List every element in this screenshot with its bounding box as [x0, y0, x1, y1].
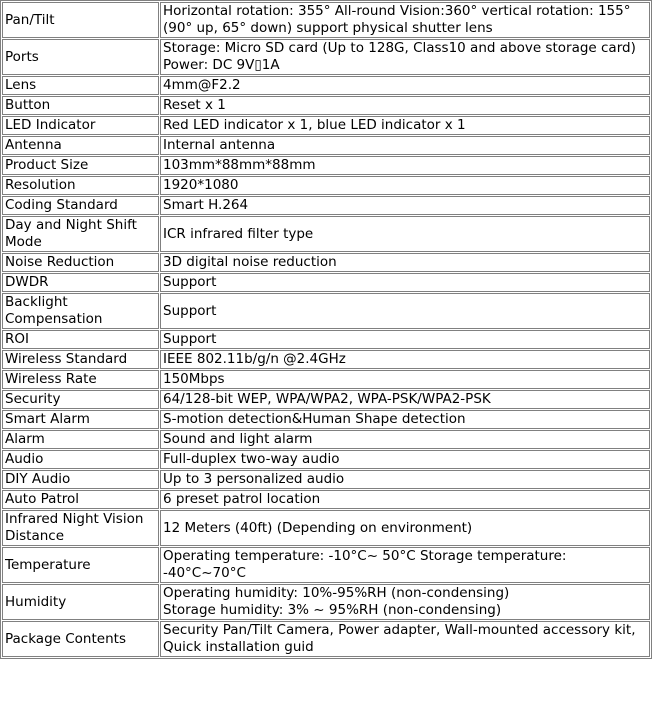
spec-value: [160, 410, 650, 429]
spec-value: [160, 96, 650, 115]
spec-label: Temperature: [2, 547, 159, 583]
spec-value-line: ICR infrared filter type: [163, 225, 314, 242]
table-row: [2, 156, 650, 175]
spec-value: [160, 76, 650, 95]
spec-value-line: Full-duplex two-way audio: [163, 451, 340, 467]
spec-value: [160, 470, 650, 489]
spec-label: Package Contents: [2, 621, 159, 657]
table-row: [2, 450, 650, 469]
spec-value-line: Smart H.264: [163, 197, 249, 213]
spec-value-line: 64/128-bit WEP, WPA/WPA2, WPA-PSK/WPA2-PSK: [163, 391, 491, 407]
spec-value-line: Operating temperature: -10°C~ 50°C Storage temperature: -40°C~70°C: [163, 548, 567, 581]
spec-label: Product Size: [2, 156, 159, 175]
spec-value: [160, 430, 650, 449]
spec-value-line: S-motion detection&Human Shape detection: [163, 411, 466, 427]
spec-label: Wireless Rate: [2, 370, 159, 389]
table-row: [2, 330, 650, 349]
spec-label: Infrared Night Vision Distance: [2, 510, 159, 546]
spec-label: Auto Patrol: [2, 490, 159, 509]
spec-value-line: 6 preset patrol location: [163, 491, 321, 507]
table-row: [2, 430, 650, 449]
table-row: [2, 39, 650, 75]
spec-value-line: 150Mbps: [163, 371, 225, 387]
table-row: [2, 76, 650, 95]
spec-value-line: Sound and light alarm: [163, 431, 313, 447]
spec-value: [160, 330, 650, 349]
spec-label: ROI: [2, 330, 159, 349]
spec-value: [160, 390, 650, 409]
spec-label: Wireless Standard: [2, 350, 159, 369]
spec-label: LED Indicator: [2, 116, 159, 135]
spec-label: Alarm: [2, 430, 159, 449]
spec-value: [160, 156, 650, 175]
table-row: [2, 410, 650, 429]
table-row: [2, 196, 650, 215]
spec-label: Noise Reduction: [2, 253, 159, 272]
spec-value: [160, 116, 650, 135]
table-row: [2, 136, 650, 155]
table-row: [2, 96, 650, 115]
spec-value-line: Storage humidity: 3% ~ 95%RH (non-condensing): [163, 602, 502, 618]
spec-value: [160, 584, 650, 620]
spec-value: [160, 2, 650, 38]
spec-value: [160, 370, 650, 389]
spec-label: Resolution: [2, 176, 159, 195]
spec-value-line: Internal antenna: [163, 137, 276, 153]
table-row: [2, 2, 650, 38]
spec-label: Antenna: [2, 136, 159, 155]
spec-value: [160, 490, 650, 509]
spec-value: [160, 293, 650, 329]
spec-label: DWDR: [2, 273, 159, 292]
spec-label: Button: [2, 96, 159, 115]
spec-value-line: Security Pan/Tilt Camera, Power adapter, Wall-mounted accessory kit, Quick installation guid: [163, 622, 636, 655]
spec-value: [160, 621, 650, 657]
spec-value-line: Power: DC 9V▯1A: [163, 57, 280, 73]
table-row: [2, 216, 650, 252]
spec-value: [160, 350, 650, 369]
spec-value-line: 103mm*88mm*88mm: [163, 157, 316, 173]
spec-label: Coding Standard: [2, 196, 159, 215]
table-row: [2, 621, 650, 657]
table-row: [2, 370, 650, 389]
spec-value: [160, 136, 650, 155]
spec-value: [160, 450, 650, 469]
spec-value-line: Support: [163, 331, 217, 347]
spec-value: [160, 273, 650, 292]
table-row: [2, 390, 650, 409]
spec-value: [160, 216, 650, 252]
table-row: [2, 584, 650, 620]
spec-value-line: Support: [163, 302, 217, 319]
spec-value: [160, 510, 650, 546]
table-row: [2, 490, 650, 509]
spec-label: Smart Alarm: [2, 410, 159, 429]
spec-value-line: Horizontal rotation: 355° All-round Vision:360° vertical rotation: 155° (90° up, 65° down) support physical shutter lens: [163, 3, 631, 36]
spec-label: Ports: [2, 39, 159, 75]
spec-value-line: IEEE 802.11b/g/n @2.4GHz: [163, 351, 346, 367]
spec-value-line: Support: [163, 274, 217, 290]
table-row: [2, 510, 650, 546]
spec-label: Day and Night Shift Mode: [2, 216, 159, 252]
table-row: [2, 116, 650, 135]
table-row: [2, 273, 650, 292]
spec-table-body: [2, 2, 650, 657]
spec-value: [160, 196, 650, 215]
spec-label: Humidity: [2, 584, 159, 620]
table-row: [2, 547, 650, 583]
spec-value: [160, 39, 650, 75]
spec-label: Pan/Tilt: [2, 2, 159, 38]
table-row: [2, 176, 650, 195]
spec-value: [160, 547, 650, 583]
spec-value-line: 4mm@F2.2: [163, 77, 241, 93]
spec-value-line: Reset x 1: [163, 97, 226, 113]
table-row: [2, 293, 650, 329]
spec-value-line: 12 Meters (40ft) (Depending on environment): [163, 519, 473, 536]
table-row: [2, 253, 650, 272]
table-row: [2, 470, 650, 489]
spec-label: Backlight Compensation: [2, 293, 159, 329]
spec-value-line: Red LED indicator x 1, blue LED indicator x 1: [163, 117, 466, 133]
spec-label: Audio: [2, 450, 159, 469]
spec-value-line: 1920*1080: [163, 177, 239, 193]
spec-value: [160, 253, 650, 272]
spec-label: Lens: [2, 76, 159, 95]
table-row: [2, 350, 650, 369]
spec-value-line: Up to 3 personalized audio: [163, 471, 345, 487]
spec-value-line: 3D digital noise reduction: [163, 254, 337, 270]
spec-value: [160, 176, 650, 195]
spec-label: Security: [2, 390, 159, 409]
spec-value-line: Storage: Micro SD card (Up to 128G, Class10 and above storage card): [163, 40, 636, 56]
spec-label: DIY Audio: [2, 470, 159, 489]
spec-value-line: Operating humidity: 10%-95%RH (non-condensing): [163, 585, 510, 601]
